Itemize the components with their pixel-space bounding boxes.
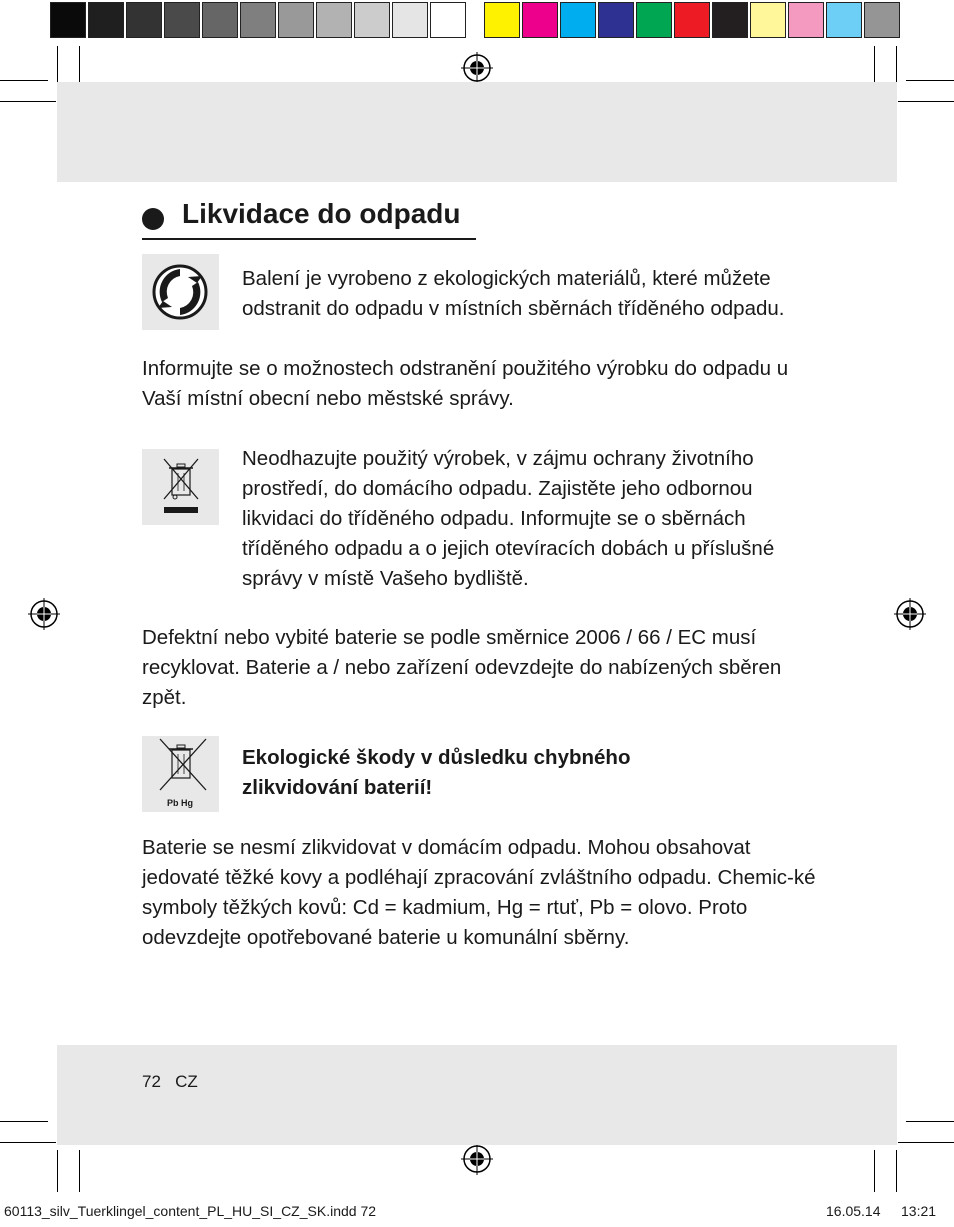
heading-title: Likvidace do odpadu [182, 198, 461, 229]
color-swatch [202, 2, 238, 38]
crop-mark [906, 80, 954, 81]
crop-mark [898, 1142, 954, 1143]
color-swatch [864, 2, 900, 38]
color-swatch [278, 2, 314, 38]
color-swatch [484, 2, 520, 38]
crop-mark [0, 1121, 48, 1122]
crossed-bin-battery-icon [142, 736, 219, 812]
heavy-metals-text: Baterie se nesmí zlikvidovat v domácím odpadu. Mohou obsahovat jedovaté těžké kovy a podléhají zpracování zvláštního odpadu. Chemic-ké symboly těžkých kovů: Cd = kadmium, Hg = rtuť, Pb = olovo. Proto odevzdejte opotřebované baterie u komunální sběrny. [142, 836, 816, 949]
color-swatch [560, 2, 596, 38]
color-swatch [826, 2, 862, 38]
footer-band [57, 1045, 897, 1145]
page-footer [142, 1072, 198, 1092]
page-language: CZ [175, 1072, 198, 1091]
registration-mark-icon [461, 1143, 493, 1175]
registration-mark-icon [28, 598, 60, 630]
crop-mark [57, 1150, 58, 1192]
color-calibration-bar [50, 0, 902, 40]
color-swatch [788, 2, 824, 38]
packaging-text: Balení je vyrobeno z ekologických materiálů, které můžete odstranit do odpadu v místních sběrnách tříděného odpadu. [242, 267, 785, 320]
crop-mark [896, 1150, 897, 1192]
battery-icon-box [142, 736, 219, 812]
color-swatch [164, 2, 200, 38]
crop-mark [898, 101, 954, 102]
color-swatch [598, 2, 634, 38]
disposal-info-text: Informujte se o možnostech odstranění použitého výrobku do odpadu u Vaší místní obecní nebo městské správy. [142, 357, 789, 410]
swatch-gap [468, 0, 484, 40]
battery-warning-heading: Ekologické škody v důsledku chybného zlikvidování baterií! [242, 746, 631, 799]
bullet-icon [142, 208, 164, 230]
crop-mark [874, 1150, 875, 1192]
recycling-icon-box [142, 254, 219, 330]
crop-mark [906, 1121, 954, 1122]
battery-directive-text: Defektní nebo vybité baterie se podle směrnice 2006 / 66 / EC musí recyklovat. Baterie a / nebo zařízení odevzdejte do nabízených sběren zpět. [142, 626, 782, 709]
crop-mark [0, 80, 48, 81]
color-swatch [88, 2, 124, 38]
color-swatch [50, 2, 86, 38]
slug-date: 16.05.14 [826, 1203, 881, 1219]
registration-mark-icon [461, 52, 493, 84]
crop-mark [79, 1150, 80, 1192]
color-swatch [240, 2, 276, 38]
registration-mark-icon [894, 598, 926, 630]
slug-time: 13:21 [901, 1203, 937, 1219]
color-swatch [750, 2, 786, 38]
weee-icon-box [142, 449, 219, 525]
page-number: 72 [142, 1072, 161, 1091]
crop-mark [0, 101, 56, 102]
color-swatch [674, 2, 710, 38]
color-swatch [354, 2, 390, 38]
color-swatch [316, 2, 352, 38]
color-swatch [392, 2, 428, 38]
section-heading [142, 198, 476, 240]
weee-text: Neodhazujte použitý výrobek, v zájmu ochrany životního prostředí, do domácího odpadu. Zajistěte jeho odbornou likvidaci do tříděného odpadu. Informujte se o sběrnách tříděného odpadu a o jejich otevíracích dobách u příslušné správy v místě Vašeho bydliště. [242, 447, 775, 590]
color-swatch [430, 2, 466, 38]
header-band [57, 82, 897, 182]
color-swatch [712, 2, 748, 38]
color-swatch [126, 2, 162, 38]
color-swatch [636, 2, 672, 38]
battery-icon-label: Pb Hg [167, 798, 193, 808]
crossed-bin-weee-icon [142, 449, 219, 525]
crop-mark [0, 1142, 56, 1143]
color-swatch [522, 2, 558, 38]
recycling-green-dot-icon [142, 254, 219, 330]
slug-filename: 60113_silv_Tuerklingel_content_PL_HU_SI_CZ_SK.indd 72 [4, 1203, 377, 1219]
